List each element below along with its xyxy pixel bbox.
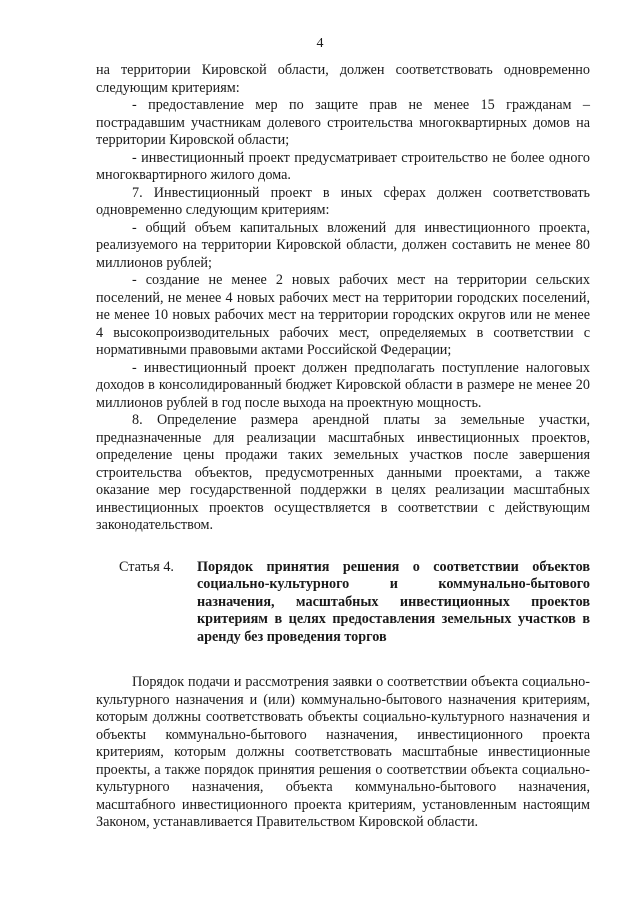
page-number: 4	[316, 36, 324, 51]
article-heading	[96, 559, 590, 647]
page-content	[96, 62, 590, 832]
bullet-paragraph: - инвестиционный проект предусматривает строительство не более одного многоквартирного жилого дома.	[96, 149, 590, 183]
paragraph: на территории Кировской области, должен соответствовать одновременно следующим критериям:	[96, 62, 590, 96]
numbered-paragraph: 8. Определение размера арендной платы за земельные участки, предназначенные для реализации масштабных инвестиционных проектов, определение цены продажи таких земельных участков после завершения строительства объектов, предусмотренных данными проектами, а также оказание мер государственной поддержки в целях реализации масштабных инвестиционных проектов осуществляется в соответствии с действующим законодательством.	[96, 412, 590, 533]
bullet-paragraph: - предоставление мер по защите прав не менее 15 гражданам – пострадавшим участникам долевого строительства многоквартирных домов на территории Кировской области;	[96, 97, 590, 148]
body-paragraph: Порядок подачи и рассмотрения заявки о соответствии объекта социально-культурного назначения и (или) коммунально-бытового назначения критериям, которым должны соответствовать объекты социально-культурного назначения и объекты коммунально-бытового назначения, инвестиционного проекта критериям, которым должны соответствовать масштабные инвестиционные проекты, а также порядок принятия решения о соответствии объекта социально-культурного назначения, объекта коммунально-бытового назначения, масштабного инвестиционного проекта критериям, установленным настоящим Законом, устанавливается Правительством Кировской области.	[96, 674, 590, 830]
bullet-paragraph: - создание не менее 2 новых рабочих мест на территории сельских поселений, не менее 4 новых рабочих мест на территории городских поселений, не менее 10 новых рабочих мест на территории городских округов или не менее 4 высокопроизводительных рабочих мест, определяемых в соответствии с нормативными правовыми актами Российской Федерации;	[96, 272, 590, 358]
article-label: Статья 4.	[119, 558, 174, 575]
numbered-paragraph: 7. Инвестиционный проект в иных сферах должен соответствовать одновременно следующим критериям:	[96, 184, 590, 218]
bullet-paragraph: - общий объем капитальных вложений для инвестиционного проекта, реализуемого на территории Кировской области, должен составить не менее 80 миллионов рублей;	[96, 219, 590, 271]
bullet-paragraph: - инвестиционный проект должен предполагать поступление налоговых доходов в консолидированный бюджет Кировской области в размере не менее 20 миллионов рублей в год после выхода на проектную мощность.	[96, 359, 590, 411]
article-title: Порядок принятия решения о соответствии объектов социально-культурного и коммунально-бытового назначения, масштабных инвестиционных проектов критериям в целях предоставления земельных участков в аренду без проведения торгов	[197, 558, 590, 645]
